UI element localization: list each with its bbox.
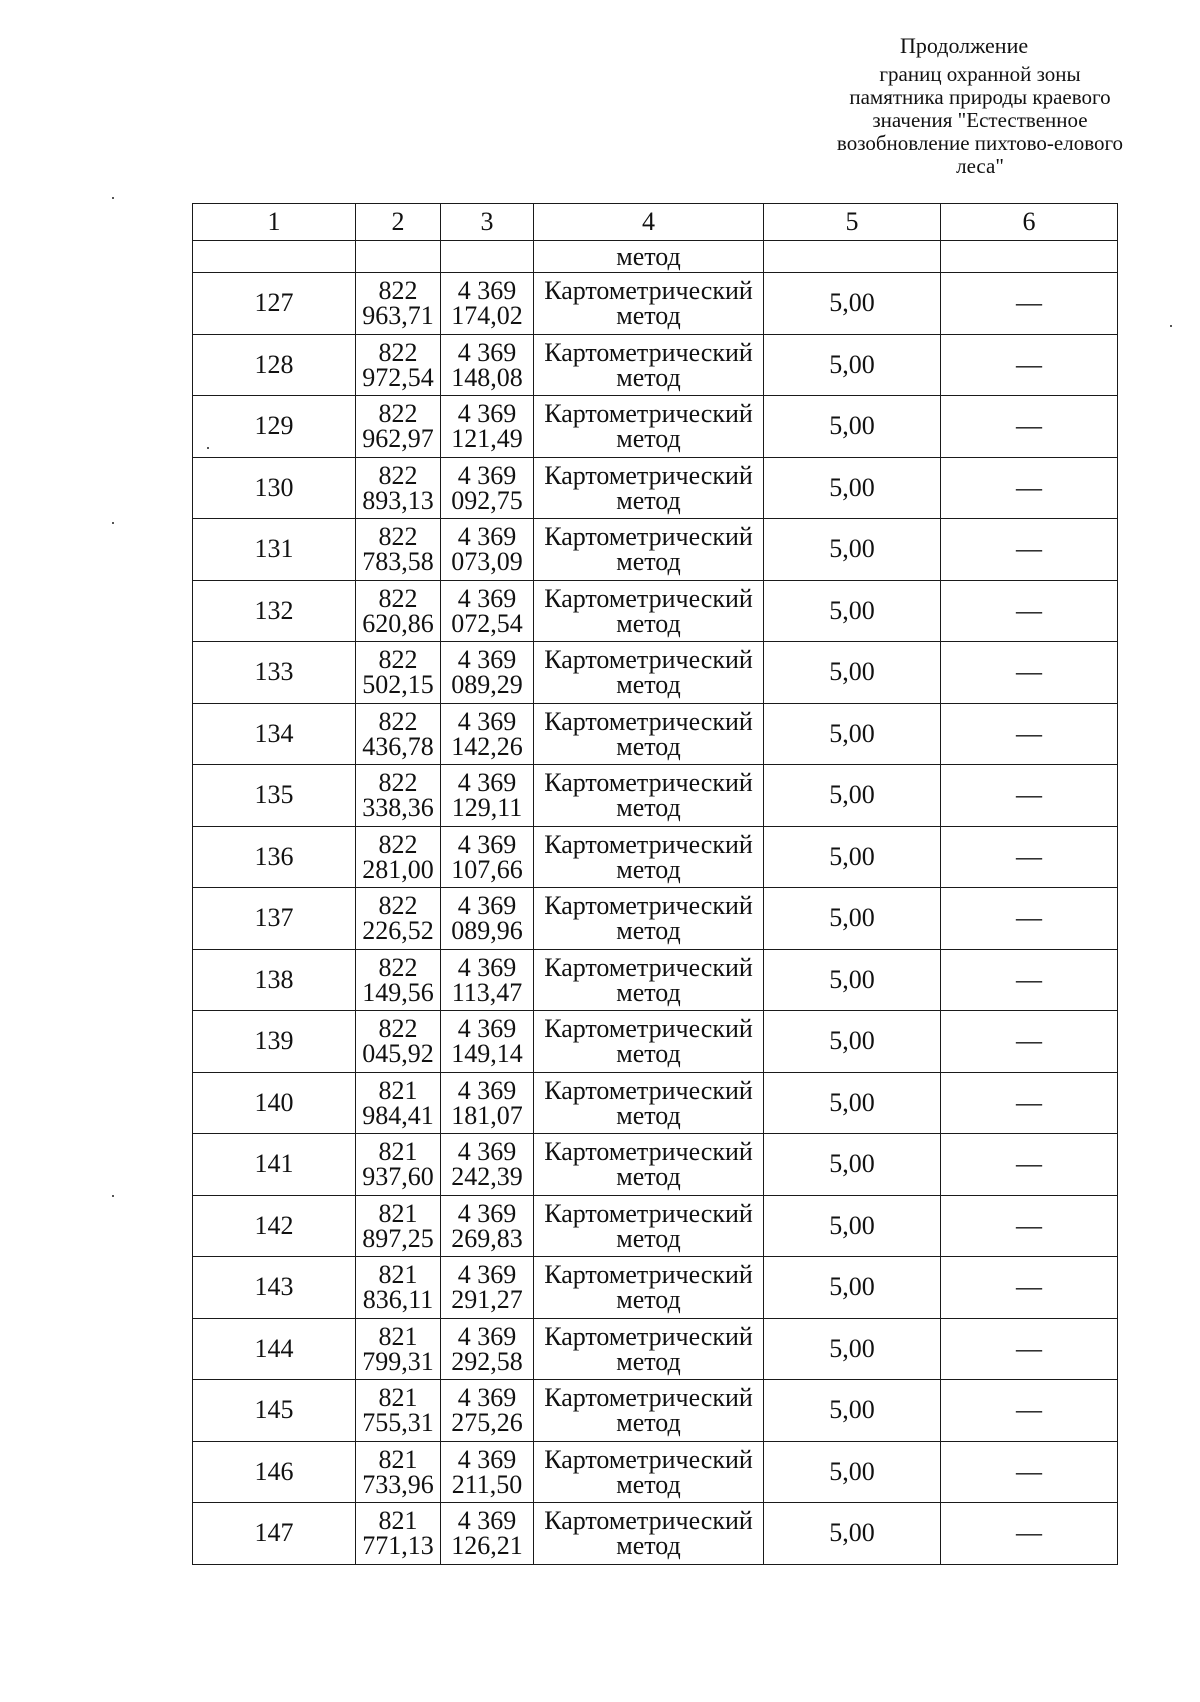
title-line: значения "Естественное <box>872 108 1088 132</box>
precision-cell: 5,00 <box>764 580 941 642</box>
coordinate-y-cell <box>441 765 534 827</box>
method-line-2: метод <box>616 424 681 454</box>
table-row <box>193 949 1118 1011</box>
method-cell <box>534 703 764 765</box>
table-row <box>193 1195 1118 1257</box>
method-line-1: Картометрический <box>544 1137 753 1167</box>
table-row <box>193 703 1118 765</box>
empty-cell <box>193 241 356 273</box>
description-cell: — <box>941 642 1118 704</box>
coordinate-y-integer: 4 369 <box>457 891 517 921</box>
description-cell: — <box>941 396 1118 458</box>
scan-speck <box>112 197 114 199</box>
table-row <box>193 1134 1118 1196</box>
coordinate-x-fraction: 733,96 <box>362 1469 434 1499</box>
coordinate-x-integer: 822 <box>378 522 418 552</box>
method-line-1: Картометрический <box>544 1321 753 1351</box>
coordinate-y-fraction: 121,49 <box>451 424 523 454</box>
coordinate-y-fraction: 292,58 <box>451 1346 523 1376</box>
coordinate-x-cell <box>356 580 441 642</box>
coordinate-y-fraction: 242,39 <box>451 1162 523 1192</box>
method-line-2: метод <box>616 977 681 1007</box>
precision-cell: 5,00 <box>764 1441 941 1503</box>
column-header: 4 <box>534 204 764 241</box>
method-line-1: Картометрический <box>544 829 753 859</box>
point-number-cell: 127 <box>193 273 356 335</box>
coordinate-y-integer: 4 369 <box>457 522 517 552</box>
point-number-cell: 145 <box>193 1380 356 1442</box>
coordinate-x-integer: 822 <box>378 399 418 429</box>
method-line-2: метод <box>616 547 681 577</box>
coordinate-y-cell <box>441 580 534 642</box>
coordinate-x-cell <box>356 1195 441 1257</box>
point-number-cell: 132 <box>193 580 356 642</box>
precision-cell: 5,00 <box>764 1072 941 1134</box>
method-line-2: метод <box>616 916 681 946</box>
precision-cell: 5,00 <box>764 396 941 458</box>
table-row <box>193 457 1118 519</box>
method-line-1: Картометрический <box>544 706 753 736</box>
coordinate-x-fraction: 783,58 <box>362 547 434 577</box>
coordinate-y-integer: 4 369 <box>457 1383 517 1413</box>
point-number-cell: 141 <box>193 1134 356 1196</box>
method-cell <box>534 273 764 335</box>
coordinate-y-fraction: 072,54 <box>451 608 523 638</box>
coordinate-y-integer: 4 369 <box>457 1260 517 1290</box>
column-number-row <box>193 204 1118 241</box>
coordinate-x-fraction: 799,31 <box>362 1346 434 1376</box>
coordinate-y-cell <box>441 888 534 950</box>
precision-cell: 5,00 <box>764 519 941 581</box>
method-line-2: метод <box>616 1285 681 1315</box>
coordinate-y-cell <box>441 1380 534 1442</box>
coordinate-x-fraction: 893,13 <box>362 485 434 515</box>
coordinate-y-fraction: 092,75 <box>451 485 523 515</box>
table-row <box>193 1257 1118 1319</box>
title-line: леса" <box>956 154 1004 178</box>
coordinate-y-integer: 4 369 <box>457 706 517 736</box>
continuation-row <box>193 241 1118 273</box>
scan-speck <box>1170 325 1172 327</box>
coordinate-y-integer: 4 369 <box>457 1137 517 1167</box>
coordinate-y-fraction: 211,50 <box>451 1469 523 1499</box>
coordinate-x-cell <box>356 334 441 396</box>
coordinate-y-cell <box>441 1195 534 1257</box>
coordinate-x-fraction: 836,11 <box>362 1285 434 1315</box>
precision-cell: 5,00 <box>764 1195 941 1257</box>
coordinate-x-integer: 822 <box>378 891 418 921</box>
precision-cell: 5,00 <box>764 642 941 704</box>
description-cell: — <box>941 334 1118 396</box>
coordinate-y-fraction: 073,09 <box>451 547 523 577</box>
column-header: 3 <box>441 204 534 241</box>
method-line-1: Картометрический <box>544 1444 753 1474</box>
coordinate-x-cell <box>356 396 441 458</box>
coordinate-x-cell <box>356 519 441 581</box>
description-cell: — <box>941 949 1118 1011</box>
coordinate-x-fraction: 502,15 <box>362 670 434 700</box>
method-cell <box>534 1072 764 1134</box>
method-line-2: метод <box>616 485 681 515</box>
point-number-cell: 135 <box>193 765 356 827</box>
method-line-2: метод <box>616 1162 681 1192</box>
method-cell <box>534 642 764 704</box>
coordinate-x-integer: 822 <box>378 829 418 859</box>
coordinate-y-cell <box>441 703 534 765</box>
coordinate-y-fraction: 113,47 <box>451 977 523 1007</box>
table-row <box>193 519 1118 581</box>
title-line: границ охранной зоны <box>879 62 1081 86</box>
precision-cell: 5,00 <box>764 949 941 1011</box>
coordinate-x-integer: 822 <box>378 460 418 490</box>
method-line-1: Картометрический <box>544 337 753 367</box>
coordinate-x-fraction: 149,56 <box>362 977 434 1007</box>
title-line: возобновление пихтово-елового <box>836 131 1124 155</box>
table-row <box>193 1318 1118 1380</box>
coordinate-y-integer: 4 369 <box>457 952 517 982</box>
precision-cell: 5,00 <box>764 457 941 519</box>
coordinate-x-integer: 822 <box>378 276 418 306</box>
coordinate-y-cell <box>441 334 534 396</box>
method-cell <box>534 1257 764 1319</box>
description-cell: — <box>941 703 1118 765</box>
coordinate-x-integer: 822 <box>378 1014 418 1044</box>
coordinate-y-fraction: 149,14 <box>451 1039 523 1069</box>
coordinate-x-cell <box>356 888 441 950</box>
column-header: 2 <box>356 204 441 241</box>
point-number-cell: 130 <box>193 457 356 519</box>
coordinate-y-cell <box>441 457 534 519</box>
column-header: 1 <box>193 204 356 241</box>
description-cell: — <box>941 1195 1118 1257</box>
table-row <box>193 642 1118 704</box>
coordinate-x-fraction: 436,78 <box>362 731 434 761</box>
method-line-1: Картометрический <box>544 583 753 613</box>
table-row <box>193 1503 1118 1565</box>
coordinate-x-fraction: 045,92 <box>362 1039 434 1069</box>
description-cell: — <box>941 1503 1118 1565</box>
method-cell <box>534 1134 764 1196</box>
continuation-label: Продолжение <box>900 33 1029 58</box>
coordinate-x-integer: 821 <box>378 1137 418 1167</box>
point-number-cell: 133 <box>193 642 356 704</box>
coordinate-y-fraction: 291,27 <box>451 1285 523 1315</box>
method-line-2: метод <box>616 362 681 392</box>
point-number-cell: 139 <box>193 1011 356 1073</box>
coordinate-y-cell <box>441 396 534 458</box>
coordinate-x-cell <box>356 1257 441 1319</box>
method-line-2: метод <box>616 1100 681 1130</box>
coordinate-x-integer: 821 <box>378 1260 418 1290</box>
description-cell: — <box>941 519 1118 581</box>
description-cell: — <box>941 1072 1118 1134</box>
table-row <box>193 826 1118 888</box>
point-number-cell: 140 <box>193 1072 356 1134</box>
coordinate-x-cell <box>356 1318 441 1380</box>
table-row <box>193 1380 1118 1442</box>
method-cell <box>534 1441 764 1503</box>
coordinate-x-integer: 821 <box>378 1506 418 1536</box>
description-cell: — <box>941 888 1118 950</box>
point-number-cell: 146 <box>193 1441 356 1503</box>
method-line-1: Картометрический <box>544 952 753 982</box>
coordinate-y-fraction: 174,02 <box>451 301 523 331</box>
table-row <box>193 765 1118 827</box>
coordinate-x-cell <box>356 826 441 888</box>
coordinate-y-fraction: 269,83 <box>451 1223 523 1253</box>
coordinate-y-fraction: 148,08 <box>451 362 523 392</box>
coordinate-y-integer: 4 369 <box>457 1321 517 1351</box>
coordinate-y-integer: 4 369 <box>457 1444 517 1474</box>
table-row <box>193 1441 1118 1503</box>
coordinate-x-cell <box>356 457 441 519</box>
method-line-2: метод <box>616 670 681 700</box>
method-cell <box>534 457 764 519</box>
coordinate-x-integer: 822 <box>378 337 418 367</box>
description-cell: — <box>941 1134 1118 1196</box>
method-cell <box>534 949 764 1011</box>
description-cell: — <box>941 273 1118 335</box>
coordinate-x-cell <box>356 1441 441 1503</box>
point-number-cell: 128 <box>193 334 356 396</box>
coordinate-x-fraction: 963,71 <box>362 301 434 331</box>
point-number-cell: 147 <box>193 1503 356 1565</box>
precision-cell: 5,00 <box>764 273 941 335</box>
coordinate-x-cell <box>356 273 441 335</box>
coordinate-x-cell <box>356 703 441 765</box>
coordinate-x-fraction: 755,31 <box>362 1408 434 1438</box>
precision-cell: 5,00 <box>764 1380 941 1442</box>
method-cell <box>534 1318 764 1380</box>
coordinate-y-fraction: 107,66 <box>451 854 523 884</box>
coordinate-y-cell <box>441 1072 534 1134</box>
description-cell: — <box>941 1318 1118 1380</box>
description-cell: — <box>941 457 1118 519</box>
coordinate-x-integer: 821 <box>378 1383 418 1413</box>
table-row <box>193 1011 1118 1073</box>
coordinate-x-cell <box>356 1072 441 1134</box>
method-cell <box>534 1011 764 1073</box>
column-header: 6 <box>941 204 1118 241</box>
title-line: памятника природы краевого <box>849 85 1111 109</box>
precision-cell: 5,00 <box>764 1257 941 1319</box>
description-cell: — <box>941 1011 1118 1073</box>
method-cell <box>534 1503 764 1565</box>
coordinate-x-fraction: 962,97 <box>362 424 434 454</box>
coordinate-y-integer: 4 369 <box>457 337 517 367</box>
coordinate-x-integer: 822 <box>378 645 418 675</box>
method-line-1: Картометрический <box>544 399 753 429</box>
coordinate-x-integer: 821 <box>378 1321 418 1351</box>
table-row <box>193 1072 1118 1134</box>
coordinate-x-fraction: 771,13 <box>362 1531 434 1561</box>
method-line-1: Картометрический <box>544 768 753 798</box>
coordinate-x-fraction: 972,54 <box>362 362 434 392</box>
precision-cell: 5,00 <box>764 1318 941 1380</box>
method-line-2: метод <box>616 1223 681 1253</box>
coordinate-x-fraction: 226,52 <box>362 916 434 946</box>
coordinate-y-cell <box>441 1134 534 1196</box>
point-number-cell: 137 <box>193 888 356 950</box>
description-cell: — <box>941 1257 1118 1319</box>
coordinate-x-fraction: 897,25 <box>362 1223 434 1253</box>
coordinate-y-integer: 4 369 <box>457 399 517 429</box>
method-cell <box>534 1195 764 1257</box>
coordinate-x-integer: 821 <box>378 1198 418 1228</box>
scan-speck <box>112 1195 114 1197</box>
method-line-1: Картометрический <box>544 522 753 552</box>
coordinate-x-fraction: 620,86 <box>362 608 434 638</box>
method-line-2: метод <box>616 854 681 884</box>
method-line-2: метод <box>616 793 681 823</box>
coordinate-y-cell <box>441 1257 534 1319</box>
precision-cell: 5,00 <box>764 1011 941 1073</box>
method-line-1: Картометрический <box>544 1383 753 1413</box>
coordinate-x-cell <box>356 1380 441 1442</box>
coordinate-y-integer: 4 369 <box>457 460 517 490</box>
point-number-cell: 134 <box>193 703 356 765</box>
description-cell: — <box>941 826 1118 888</box>
method-line-2: метод <box>616 1408 681 1438</box>
point-number-cell: 131 <box>193 519 356 581</box>
coordinate-y-fraction: 129,11 <box>451 793 523 823</box>
empty-cell <box>441 241 534 273</box>
description-cell: — <box>941 765 1118 827</box>
precision-cell: 5,00 <box>764 1134 941 1196</box>
coordinate-x-integer: 822 <box>378 768 418 798</box>
coordinate-y-integer: 4 369 <box>457 1506 517 1536</box>
coordinate-x-cell <box>356 1503 441 1565</box>
method-line-2: метод <box>616 1469 681 1499</box>
coordinate-y-integer: 4 369 <box>457 583 517 613</box>
coordinate-x-fraction: 338,36 <box>362 793 434 823</box>
coordinate-y-fraction: 089,96 <box>451 916 523 946</box>
method-line-1: Картометрический <box>544 276 753 306</box>
coordinate-x-cell <box>356 1011 441 1073</box>
precision-cell: 5,00 <box>764 765 941 827</box>
column-header: 5 <box>764 204 941 241</box>
coordinate-x-integer: 822 <box>378 952 418 982</box>
method-tail-cell: метод <box>534 241 764 273</box>
coordinate-y-integer: 4 369 <box>457 1198 517 1228</box>
method-line-1: Картометрический <box>544 1075 753 1105</box>
coordinate-x-fraction: 937,60 <box>362 1162 434 1192</box>
empty-cell <box>356 241 441 273</box>
method-cell <box>534 334 764 396</box>
coordinate-y-cell <box>441 1011 534 1073</box>
method-line-1: Картометрический <box>544 1198 753 1228</box>
method-cell <box>534 580 764 642</box>
point-number-cell: 136 <box>193 826 356 888</box>
coordinate-y-integer: 4 369 <box>457 276 517 306</box>
coordinate-x-integer: 822 <box>378 706 418 736</box>
empty-cell <box>941 241 1118 273</box>
coordinate-y-fraction: 142,26 <box>451 731 523 761</box>
description-cell: — <box>941 580 1118 642</box>
coordinate-y-fraction: 275,26 <box>451 1408 523 1438</box>
table-row <box>193 334 1118 396</box>
coordinate-x-cell <box>356 765 441 827</box>
method-cell <box>534 765 764 827</box>
method-line-1: Картометрический <box>544 645 753 675</box>
empty-cell <box>764 241 941 273</box>
coordinate-y-fraction: 181,07 <box>451 1100 523 1130</box>
method-cell <box>534 826 764 888</box>
point-number-cell: 142 <box>193 1195 356 1257</box>
precision-cell: 5,00 <box>764 334 941 396</box>
coordinate-y-integer: 4 369 <box>457 1014 517 1044</box>
method-line-1: Картометрический <box>544 1014 753 1044</box>
coordinate-y-cell <box>441 519 534 581</box>
method-line-1: Картометрический <box>544 460 753 490</box>
precision-cell: 5,00 <box>764 1503 941 1565</box>
coordinate-x-cell <box>356 642 441 704</box>
coordinate-x-cell <box>356 1134 441 1196</box>
document-title <box>780 63 1180 178</box>
coordinate-y-cell <box>441 1441 534 1503</box>
coordinate-y-cell <box>441 826 534 888</box>
coordinates-table <box>192 203 1118 1565</box>
method-line-2: метод <box>616 301 681 331</box>
coordinate-y-integer: 4 369 <box>457 768 517 798</box>
point-number-cell: 143 <box>193 1257 356 1319</box>
precision-cell: 5,00 <box>764 888 941 950</box>
method-line-1: Картометрический <box>544 1260 753 1290</box>
coordinate-y-fraction: 126,21 <box>451 1531 523 1561</box>
method-cell <box>534 396 764 458</box>
method-cell <box>534 1380 764 1442</box>
method-line-2: метод <box>616 1346 681 1376</box>
coordinate-y-fraction: 089,29 <box>451 670 523 700</box>
coordinate-y-integer: 4 369 <box>457 829 517 859</box>
method-line-2: метод <box>616 1531 681 1561</box>
coordinate-y-cell <box>441 1318 534 1380</box>
table-row <box>193 580 1118 642</box>
point-number-cell: 144 <box>193 1318 356 1380</box>
coordinate-x-cell <box>356 949 441 1011</box>
table-row <box>193 396 1118 458</box>
method-line-2: метод <box>616 731 681 761</box>
point-number-cell: 138 <box>193 949 356 1011</box>
coordinate-y-cell <box>441 949 534 1011</box>
precision-cell: 5,00 <box>764 703 941 765</box>
method-line-2: метод <box>616 1039 681 1069</box>
coordinate-y-cell <box>441 642 534 704</box>
precision-cell: 5,00 <box>764 826 941 888</box>
table-row <box>193 888 1118 950</box>
description-cell: — <box>941 1380 1118 1442</box>
method-line-1: Картометрический <box>544 891 753 921</box>
method-line-2: метод <box>616 608 681 638</box>
coordinate-x-integer: 821 <box>378 1444 418 1474</box>
coordinate-x-fraction: 281,00 <box>362 854 434 884</box>
method-cell <box>534 888 764 950</box>
coordinate-y-integer: 4 369 <box>457 645 517 675</box>
coordinate-y-cell <box>441 1503 534 1565</box>
method-cell <box>534 519 764 581</box>
coordinate-y-cell <box>441 273 534 335</box>
coordinate-y-integer: 4 369 <box>457 1075 517 1105</box>
description-cell: — <box>941 1441 1118 1503</box>
table-row <box>193 273 1118 335</box>
coordinate-x-fraction: 984,41 <box>362 1100 434 1130</box>
coordinate-x-integer: 822 <box>378 583 418 613</box>
method-line-1: Картометрический <box>544 1506 753 1536</box>
point-number-cell: 129 <box>193 396 356 458</box>
coordinate-x-integer: 821 <box>378 1075 418 1105</box>
scan-speck <box>112 522 114 524</box>
